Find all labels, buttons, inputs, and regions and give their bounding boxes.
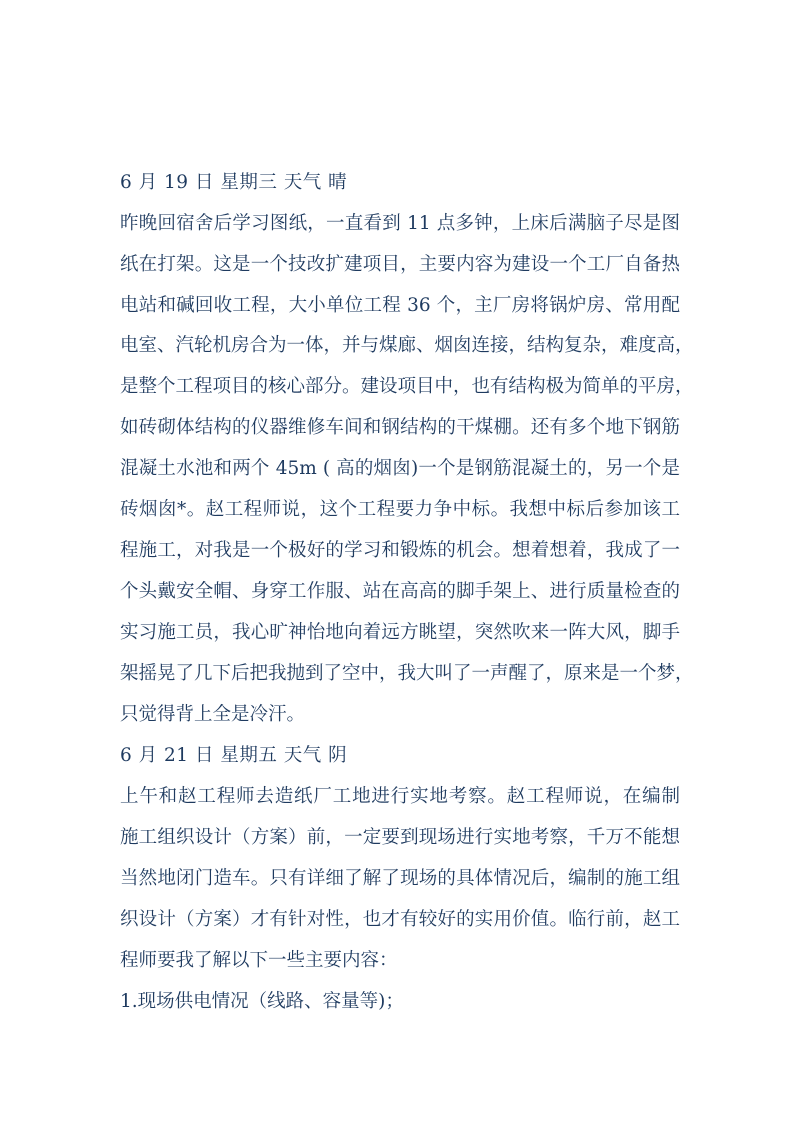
diary-date-heading: 6 月 21 日 星期五 天气 阴 [120,745,348,766]
paragraph-line: 电室、汽轮机房合为一体，并与煤廊、烟囱连接，结构复杂，难度高， [120,335,694,356]
paragraph-line: 施工组织设计（方案）前，一定要到现场进行实地考察，千万不能想 [120,827,680,848]
paragraph-line: 纸在打架。这是一个技改扩建项目，主要内容为建设一个工厂自备热 [120,254,680,275]
paragraph-line: 架摇晃了几下后把我抛到了空中，我大叫了一声醒了，原来是一个梦， [120,663,694,684]
paragraph-line: 砖烟囱*。赵工程师说，这个工程要力争中标。我想中标后参加该工 [120,499,680,520]
diary-date-heading: 6 月 19 日 星期三 天气 晴 [120,172,348,193]
paragraph-line: 织设计（方案）才有针对性，也才有较好的实用价值。临行前，赵工 [120,909,680,930]
paragraph-line: 上午和赵工程师去造纸厂工地进行实地考察。赵工程师说，在编制 [120,786,680,807]
paragraph-line: 个头戴安全帽、身穿工作服、站在高高的脚手架上、进行质量检查的 [120,581,680,602]
paragraph-line: 是整个工程项目的核心部分。建设项目中，也有结构极为简单的平房， [120,376,694,397]
paragraph-line: 混凝土水池和两个 45m ( 高的烟囱)一个是钢筋混凝土的，另一个是 [120,458,680,479]
paragraph-line: 电站和碱回收工程，大小单位工程 36 个，主厂房将锅炉房、常用配 [120,295,680,316]
paragraph-line: 昨晚回宿舍后学习图纸，一直看到 11 点多钟，上床后满脑子尽是图 [120,213,680,234]
paragraph-line: 如砖砌体结构的仪器维修车间和钢结构的干煤棚。还有多个地下钢筋 [120,417,680,438]
paragraph-line: 程施工，对我是一个极好的学习和锻炼的机会。想着想着，我成了一 [120,540,680,561]
paragraph-line: 实习施工员，我心旷神怡地向着远方眺望，突然吹来一阵大风，脚手 [120,622,680,643]
list-item: 1.现场供电情况（线路、容量等)； [120,991,404,1012]
paragraph-line: 程师要我了解以下一些主要内容： [120,950,398,971]
paragraph-line: 当然地闭门造车。只有详细了解了现场的具体情况后，编制的施工组 [120,868,680,889]
paragraph-line: 只觉得背上全是冷汗。 [120,704,306,725]
